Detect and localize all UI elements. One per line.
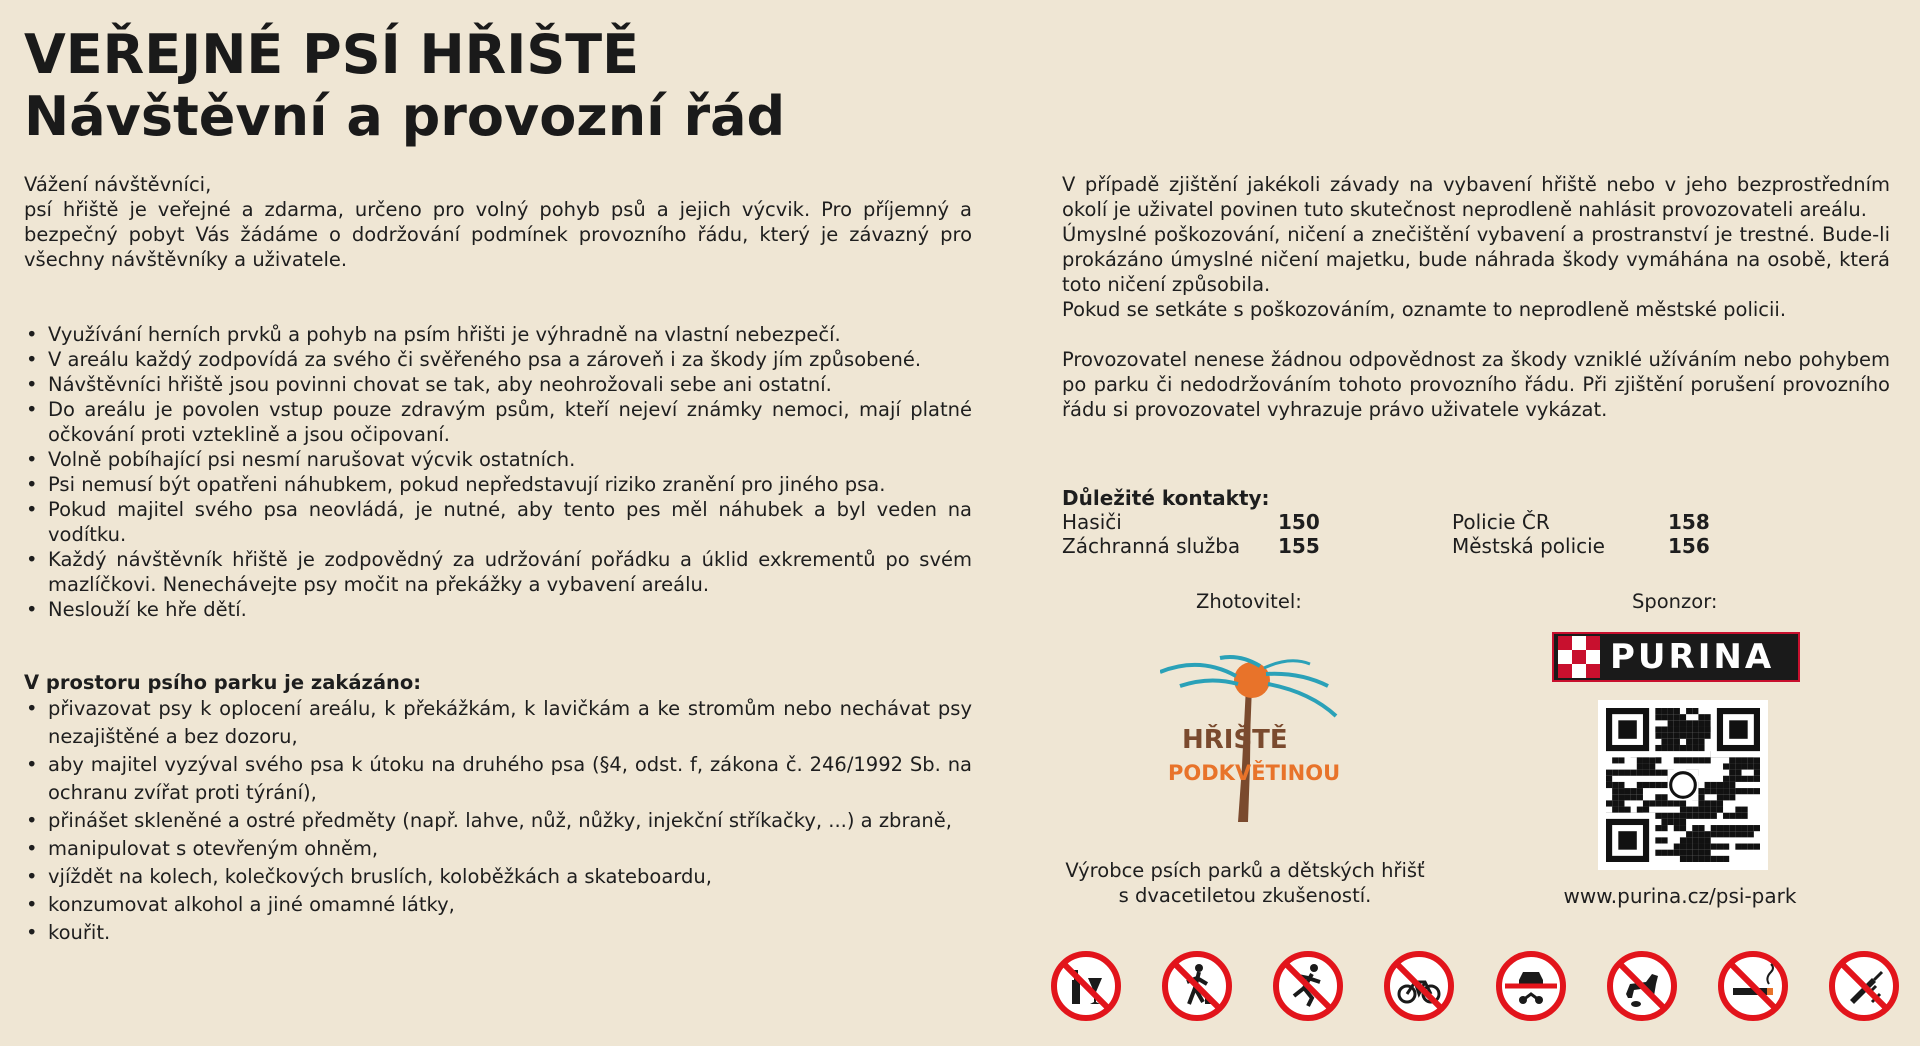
maker-tagline: Výrobce psích parků a dětských hřišť s dvacetiletou zkušeností. <box>1065 859 1425 907</box>
purina-logo <box>1552 632 1800 682</box>
rule-item: • Pokud majitel svého psa neovládá, je nutné, aby tento pes měl náhubek a byl veden na vodítku. <box>24 497 972 547</box>
rules-list <box>24 322 972 622</box>
title-line-1: VEŘEJNÉ PSÍ HŘIŠTĚ <box>24 23 639 86</box>
defects-paragraph: V případě zjištění jakékoli závady na vybavení hřiště nebo v jeho bezprostředním okolí je uživatel povinen tuto skutečnost neprodleně nahlásit provozovateli areálu. <box>1062 173 1890 221</box>
sponsor-label: Sponzor: <box>1632 590 1718 613</box>
sponsor-url[interactable]: www.purina.cz/psi-park <box>1563 884 1797 908</box>
qr-code-icon <box>1606 708 1760 862</box>
forbidden-item: • aby majitel vyzýval svého psa k útoku na druhého psa (§4, odst. f, zákona č. 246/1992 Sb. na ochranu zvířat proti týrání), <box>24 751 972 807</box>
maker-logo-line1: HŘIŠTĚ <box>1182 725 1288 755</box>
no-alcohol-icon <box>1050 950 1122 1022</box>
no-dog-fouling-icon <box>1606 950 1678 1022</box>
liability-paragraph: Provozovatel nenese žádnou odpovědnost za škody vzniklé užíváním nebo pohybem po parku či nedodržováním tohoto provozního řádu. Při zjištění porušení provozního řádu si provozovatel vyhrazuje právo uživatele vykázat. <box>1062 348 1890 421</box>
forbidden-list <box>24 695 972 947</box>
rule-item: • Volně pobíhající psi nesmí narušovat výcvik ostatních. <box>24 447 972 472</box>
no-littering-icon <box>1161 950 1233 1022</box>
rule-item: • Do areálu je povolen vstup pouze zdravým psům, kteří nejeví známky nemoci, mají platné očkování proti vzteklině a jsou očipovaní. <box>24 397 972 447</box>
forbidden-item: • kouřit. <box>24 919 972 947</box>
intro-text: psí hřiště je veřejné a zdarma, určeno pro volný pohyb psů a jejich výcvik. Pro příjemný a bezpečný pobyt Vás žádáme o dodržování podmínek provozního řádu, který je závazný pro všechny návštěvníky a uživatele. <box>24 198 972 271</box>
maker-label: Zhotovitel: <box>1196 590 1302 613</box>
contact-number: 158 <box>1668 510 1710 534</box>
title-line-2: Návštěvní a provozní řád <box>24 85 786 148</box>
intro-greeting: Vážení návštěvníci, <box>24 173 212 196</box>
maker-logo-line2: PODKVĚTINOU <box>1168 761 1341 785</box>
purina-brand: PURINA <box>1610 637 1775 677</box>
forbidden-heading: V prostoru psího parku je zakázáno: <box>24 671 422 694</box>
no-running-icon <box>1272 950 1344 1022</box>
rule-item: • Neslouží ke hře dětí. <box>24 597 972 622</box>
no-vehicles-icon <box>1495 950 1567 1022</box>
rule-item: • V areálu každý zodpovídá za svého či svěřeného psa a zároveň i za škody jím způsobené. <box>24 347 972 372</box>
contact-number: 150 <box>1278 510 1320 534</box>
forbidden-item: • přivazovat psy k oplocení areálu, k překážkám, k lavičkám a ke stromům nebo nechávat psy nezajištěné a bez dozoru, <box>24 695 972 751</box>
contacts-heading: Důležité kontakty: <box>1062 486 1270 510</box>
left-column <box>24 172 972 947</box>
police-paragraph: Pokud se setkáte s poškozováním, oznamte to neprodleně městské policii. <box>1062 298 1787 321</box>
contact-name: Hasiči <box>1062 510 1122 534</box>
contact-number: 155 <box>1278 534 1320 558</box>
maker-logo <box>1160 646 1360 822</box>
checkerboard-icon <box>1558 636 1600 678</box>
prohibition-icons <box>1050 950 1900 1022</box>
rule-item: • Každý návštěvník hřiště je zodpovědný za udržování pořádku a úklid exkrementů po svém mazlíčkovi. Nenechávejte psy močit na překážky a vybavení areálu. <box>24 547 972 597</box>
rule-item: • Návštěvníci hřiště jsou povinni chovat se tak, aby neohrožovali sebe ani ostatní. <box>24 372 972 397</box>
no-bicycle-icon <box>1383 950 1455 1022</box>
contact-number: 156 <box>1668 534 1710 558</box>
forbidden-item: • přinášet skleněné a ostré předměty (např. lahve, nůž, nůžky, injekční stříkačky, ...) a zbraně, <box>24 807 972 835</box>
damage-paragraph: Úmyslné poškozování, ničení a znečištění vybavení a prostranství je trestné. Bude-li prokázáno úmyslné ničení majetku, bude náhrada škody vymáhána na osobě, která toto ničení způsobila. <box>1062 223 1890 296</box>
forbidden-item: • vjíždět na kolech, kolečkových bruslích, koloběžkách a skateboardu, <box>24 863 972 891</box>
forbidden-item: • manipulovat s otevřeným ohněm, <box>24 835 972 863</box>
rule-item: • Psi nemusí být opatřeni náhubkem, pokud nepředstavují riziko zranění pro jiného psa. <box>24 472 972 497</box>
right-column <box>1062 172 1890 422</box>
contact-name: Policie ČR <box>1452 510 1550 534</box>
qr-code[interactable] <box>1598 700 1768 870</box>
no-smoking-icon <box>1717 950 1789 1022</box>
contact-row <box>1062 534 1710 558</box>
contact-name: Městská policie <box>1452 534 1605 558</box>
forbidden-item: • konzumovat alkohol a jiné omamné látky, <box>24 891 972 919</box>
page-title <box>24 24 785 148</box>
contact-row <box>1062 510 1710 534</box>
contacts-block <box>1062 486 1710 558</box>
no-syringes-icon <box>1828 950 1900 1022</box>
rule-item: • Využívání herních prvků a pohyb na psím hřišti je výhradně na vlastní nebezpečí. <box>24 322 972 347</box>
contact-name: Záchranná služba <box>1062 534 1241 558</box>
